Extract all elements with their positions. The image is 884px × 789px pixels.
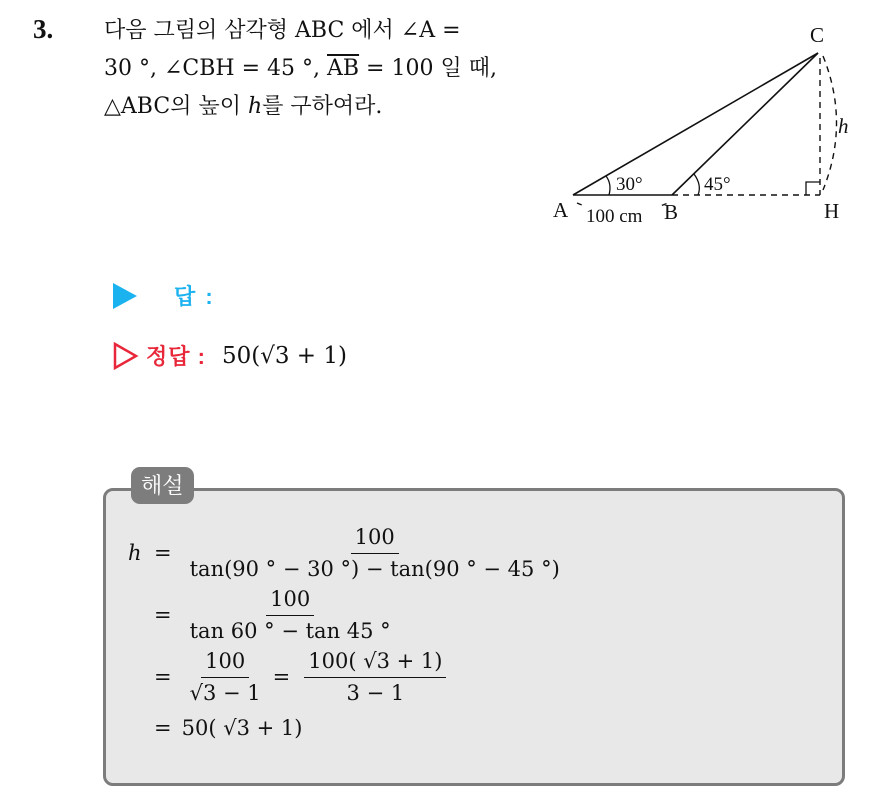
question-line-2a: 30 °, ∠CBH = 45 °, [104,56,327,81]
solution-step-2 [128,584,568,646]
question-line-2 [104,50,534,88]
side-ac [573,53,818,195]
fraction-4 [304,648,446,706]
angle-a-label: 30° [616,174,643,195]
fraction-3-denominator: √3 − 1 [189,681,261,705]
solution-tag: 해설 [131,467,194,504]
equals-sign: = [154,716,172,740]
fraction-1 [186,524,564,582]
angle-arc-b [694,174,699,195]
question-text [104,12,534,126]
solution-final: 50( √3 + 1) [181,716,303,740]
correct-value-radical: √3 [260,342,290,369]
question-line-3 [104,88,534,126]
fraction-4-numerator: 100( √3 + 1) [304,648,446,678]
height-brace [823,56,837,190]
fraction-3-numerator: 100 [201,648,249,678]
solution-step-4 [128,708,568,748]
triangle-diagram [540,18,860,238]
correct-answer-label: 정답 : [146,344,206,369]
fraction-1-numerator: 100 [351,524,399,554]
angle-arc-a [606,176,610,195]
point-c-label: C [810,23,825,47]
solution-step-3 [128,646,568,708]
question-line-2b: = 100 일 때, [359,56,497,81]
equals-sign: = [154,541,172,565]
fraction-3 [186,648,265,706]
solution-math [128,522,568,748]
fraction-4-denominator: 3 − 1 [346,681,405,705]
point-a-label: A [553,198,569,222]
question-line-3a: △ABC의 높이 [104,94,248,119]
correct-value-prefix: 50( [221,342,261,369]
question-number: 3. [33,14,54,44]
fraction-1-denominator: tan(90 ° − 30 °) − tan(90 ° − 45 °) [189,557,560,581]
right-angle-mark [806,182,820,195]
solution-h: h [128,541,142,565]
angle-b-label: 45° [704,174,731,195]
answer-label: 답 : [174,284,215,309]
fraction-2-numerator: 100 [266,586,314,616]
base-length-label: 100 cm [586,206,643,227]
question-line-1: 다음 그림의 삼각형 ABC 에서 ∠A = [104,18,461,43]
point-h-label: H [824,199,840,223]
equals-sign: = [154,603,172,627]
answer-marker-icon [113,283,137,309]
correct-marker-icon [113,342,139,370]
side-bc [672,53,818,195]
answer-row [113,280,215,311]
segment-ab: $\overline{AB}$ [327,56,360,81]
equals-sign: = [272,665,291,689]
point-b-label: B [664,200,679,224]
correct-answer-row [113,340,347,371]
equals-sign: = [154,665,172,689]
correct-answer-value [222,343,347,369]
correct-value-suffix: + 1) [289,342,347,369]
question-line-3b: 를 구하여라. [262,94,383,119]
solution-step-1 [128,522,568,584]
height-label: h [838,114,849,138]
fraction-2-denominator: tan 60 ° − tan 45 ° [189,619,391,643]
height-variable: h [247,94,263,119]
fraction-2 [186,586,395,644]
